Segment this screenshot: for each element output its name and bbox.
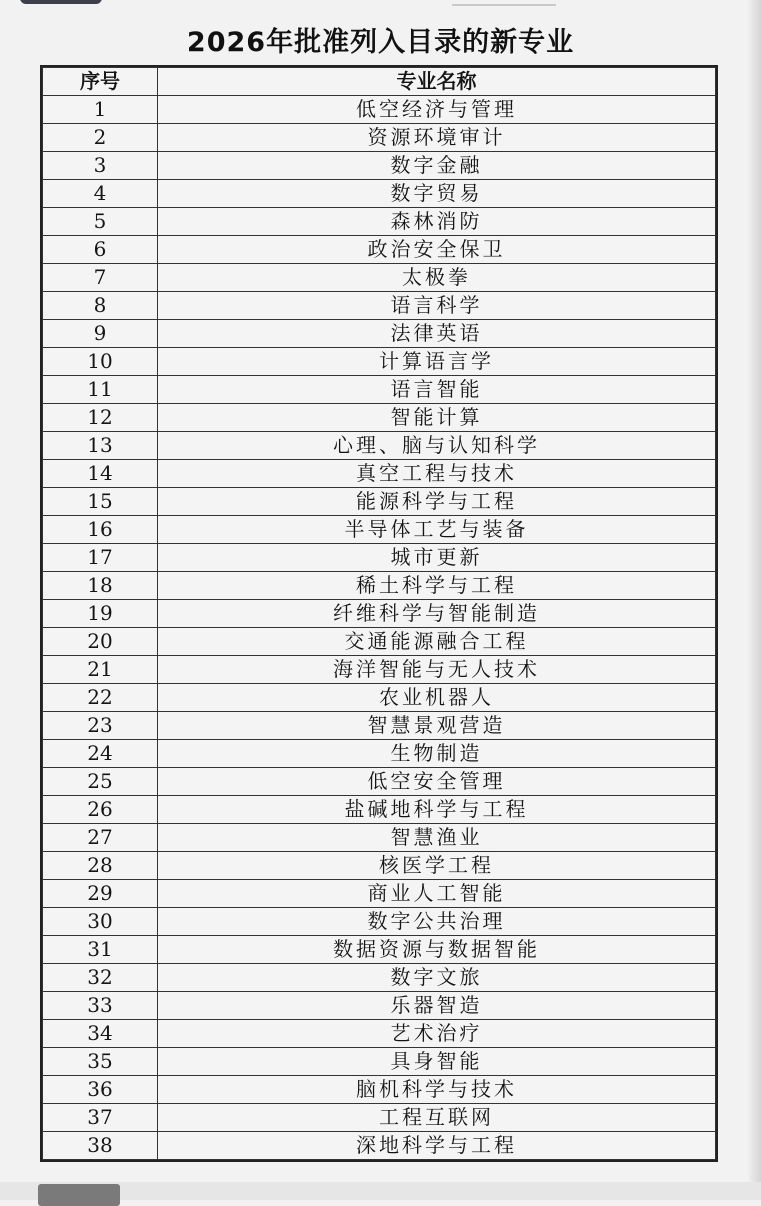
caption-label-box [38, 1184, 120, 1206]
row-number: 27 [43, 824, 158, 852]
table-row [43, 712, 716, 740]
table-row [43, 824, 716, 852]
major-name: 农业机器人 [158, 684, 716, 712]
row-number: 15 [43, 488, 158, 516]
major-name: 纤维科学与智能制造 [158, 600, 716, 628]
major-name: 数字文旅 [158, 964, 716, 992]
row-number: 35 [43, 1048, 158, 1076]
table-row [43, 208, 716, 236]
top-divider [452, 4, 556, 6]
table-row [43, 1076, 716, 1104]
edge-shadow [747, 0, 761, 1200]
table-row [43, 488, 716, 516]
major-name: 稀土科学与工程 [158, 572, 716, 600]
table-row [43, 432, 716, 460]
table-row [43, 656, 716, 684]
table-row [43, 180, 716, 208]
row-number: 37 [43, 1104, 158, 1132]
row-number: 22 [43, 684, 158, 712]
row-number: 29 [43, 880, 158, 908]
row-number: 32 [43, 964, 158, 992]
row-number: 1 [43, 96, 158, 124]
major-name: 乐器智造 [158, 992, 716, 1020]
major-name: 数字贸易 [158, 180, 716, 208]
major-name: 真空工程与技术 [158, 460, 716, 488]
table-row [43, 236, 716, 264]
row-number: 5 [43, 208, 158, 236]
table-row [43, 572, 716, 600]
table-row [43, 796, 716, 824]
row-number: 6 [43, 236, 158, 264]
major-name: 政治安全保卫 [158, 236, 716, 264]
table-row [43, 740, 716, 768]
table-row [43, 1104, 716, 1132]
table-row [43, 1132, 716, 1160]
major-name: 商业人工智能 [158, 880, 716, 908]
table-row [43, 936, 716, 964]
majors-table [42, 67, 716, 1160]
status-bar-pill [20, 0, 102, 4]
row-number: 14 [43, 460, 158, 488]
major-name: 核医学工程 [158, 852, 716, 880]
table-header-row [43, 68, 716, 96]
table-row [43, 768, 716, 796]
row-number: 18 [43, 572, 158, 600]
table-row [43, 460, 716, 488]
row-number: 38 [43, 1132, 158, 1160]
table-row [43, 124, 716, 152]
row-number: 16 [43, 516, 158, 544]
major-name: 心理、脑与认知科学 [158, 432, 716, 460]
major-name: 半导体工艺与装备 [158, 516, 716, 544]
header-number: 序号 [43, 68, 158, 96]
table-row [43, 908, 716, 936]
row-number: 10 [43, 348, 158, 376]
table-body [43, 96, 716, 1160]
table-row [43, 516, 716, 544]
major-name: 数字金融 [158, 152, 716, 180]
table-row [43, 852, 716, 880]
major-name: 森林消防 [158, 208, 716, 236]
major-name: 语言智能 [158, 376, 716, 404]
major-name: 智慧景观营造 [158, 712, 716, 740]
row-number: 11 [43, 376, 158, 404]
table-row [43, 320, 716, 348]
header-major-name: 专业名称 [158, 68, 716, 96]
major-name: 智慧渔业 [158, 824, 716, 852]
row-number: 26 [43, 796, 158, 824]
major-name: 城市更新 [158, 544, 716, 572]
row-number: 7 [43, 264, 158, 292]
major-name: 数字公共治理 [158, 908, 716, 936]
table-row [43, 96, 716, 124]
major-name: 海洋智能与无人技术 [158, 656, 716, 684]
table-row [43, 292, 716, 320]
major-name: 脑机科学与技术 [158, 1076, 716, 1104]
major-name: 语言科学 [158, 292, 716, 320]
major-name: 艺术治疗 [158, 1020, 716, 1048]
row-number: 24 [43, 740, 158, 768]
major-name: 低空经济与管理 [158, 96, 716, 124]
table-row [43, 684, 716, 712]
table-row [43, 152, 716, 180]
table-row [43, 600, 716, 628]
row-number: 2 [43, 124, 158, 152]
row-number: 30 [43, 908, 158, 936]
row-number: 21 [43, 656, 158, 684]
major-name: 低空安全管理 [158, 768, 716, 796]
row-number: 20 [43, 628, 158, 656]
major-name: 生物制造 [158, 740, 716, 768]
major-name: 盐碱地科学与工程 [158, 796, 716, 824]
table-row [43, 376, 716, 404]
row-number: 23 [43, 712, 158, 740]
major-name: 数据资源与数据智能 [158, 936, 716, 964]
major-name: 太极拳 [158, 264, 716, 292]
table-row [43, 544, 716, 572]
table-row [43, 348, 716, 376]
row-number: 8 [43, 292, 158, 320]
row-number: 25 [43, 768, 158, 796]
table-row [43, 628, 716, 656]
row-number: 19 [43, 600, 158, 628]
row-number: 17 [43, 544, 158, 572]
major-name: 工程互联网 [158, 1104, 716, 1132]
major-name: 能源科学与工程 [158, 488, 716, 516]
row-number: 36 [43, 1076, 158, 1104]
major-name: 计算语言学 [158, 348, 716, 376]
row-number: 9 [43, 320, 158, 348]
row-number: 34 [43, 1020, 158, 1048]
major-name: 具身智能 [158, 1048, 716, 1076]
major-name: 智能计算 [158, 404, 716, 432]
table-row [43, 264, 716, 292]
major-name: 法律英语 [158, 320, 716, 348]
majors-table-container [40, 65, 718, 1162]
document-title: 2026年批准列入目录的新专业 [186, 27, 575, 58]
row-number: 4 [43, 180, 158, 208]
major-name: 深地科学与工程 [158, 1132, 716, 1160]
major-name: 资源环境审计 [158, 124, 716, 152]
table-row [43, 880, 716, 908]
row-number: 3 [43, 152, 158, 180]
table-row [43, 964, 716, 992]
table-row [43, 1048, 716, 1076]
table-row [43, 1020, 716, 1048]
row-number: 28 [43, 852, 158, 880]
row-number: 31 [43, 936, 158, 964]
row-number: 13 [43, 432, 158, 460]
major-name: 交通能源融合工程 [158, 628, 716, 656]
table-row [43, 992, 716, 1020]
row-number: 12 [43, 404, 158, 432]
table-row [43, 404, 716, 432]
row-number: 33 [43, 992, 158, 1020]
